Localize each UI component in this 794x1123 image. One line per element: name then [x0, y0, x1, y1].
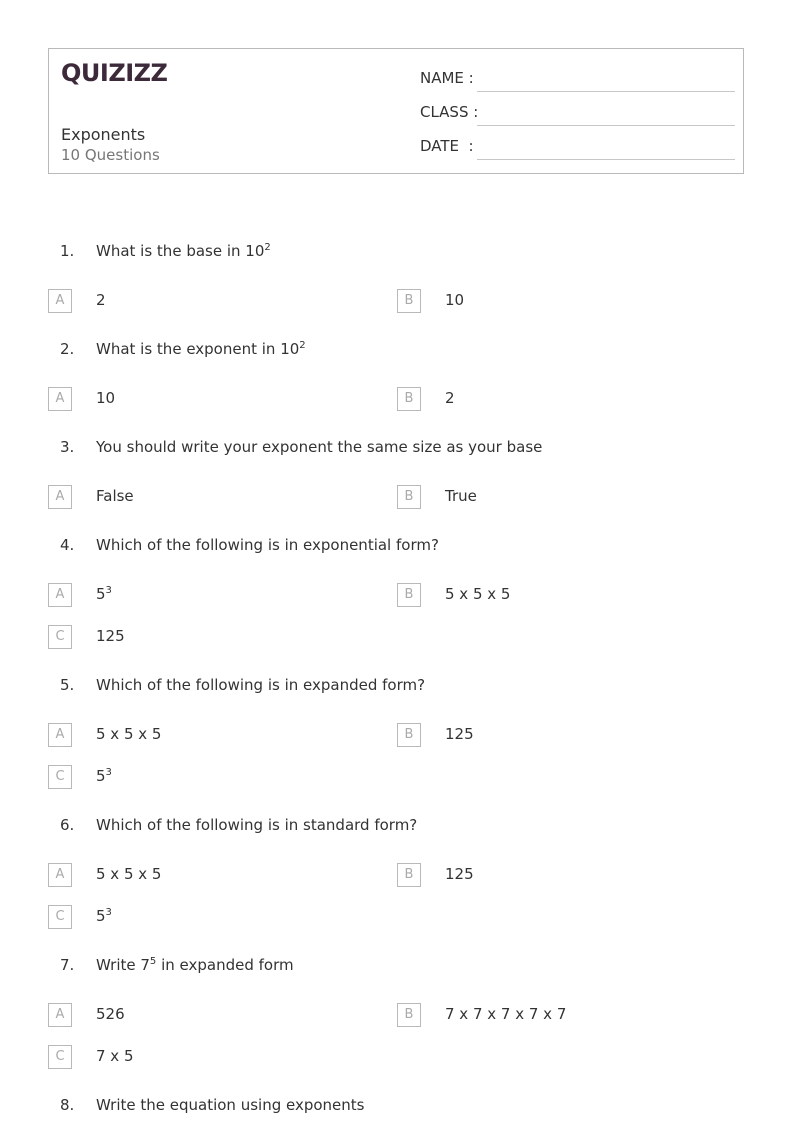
name-label: NAME : — [420, 69, 474, 87]
option-letter: C — [48, 1045, 72, 1069]
option-text: False — [96, 487, 134, 505]
option-letter: C — [48, 905, 72, 929]
option-text: True — [445, 487, 477, 505]
option-letter: B — [397, 863, 421, 887]
option-text: $5^3$ — [96, 767, 112, 785]
option-letter: B — [397, 583, 421, 607]
question-text: What is the exponent in $10^2$ — [96, 340, 306, 358]
question-number: 4. — [60, 536, 75, 554]
option-letter: B — [397, 289, 421, 313]
option-letter: B — [397, 1003, 421, 1027]
option-letter: B — [397, 485, 421, 509]
question-text: You should write your exponent the same size as your base — [96, 438, 543, 456]
question-text: Which of the following is in exponential form? — [96, 536, 439, 554]
option-text: 7 x 7 x 7 x 7 x 7 — [445, 1005, 567, 1023]
option-text: $5^3$ — [96, 585, 112, 603]
question-text: Write the equation using exponents — [96, 1096, 365, 1114]
option-text: 10 — [96, 389, 116, 407]
option-letter: B — [397, 723, 421, 747]
option-text: 125 — [445, 725, 474, 743]
option-text: 7 x 5 — [96, 1047, 134, 1065]
date-line — [477, 159, 735, 160]
question-number: 2. — [60, 340, 75, 358]
option-letter: B — [397, 387, 421, 411]
quizizz-logo: QUIZIZZ — [61, 59, 168, 87]
option-text: 125 — [445, 865, 474, 883]
option-letter: C — [48, 625, 72, 649]
class-field[interactable] — [420, 103, 735, 127]
date-label: DATE : — [420, 137, 474, 155]
worksheet-header — [48, 48, 744, 174]
option-text: $5^3$ — [96, 907, 112, 925]
question-text: Which of the following is in expanded form? — [96, 676, 426, 694]
date-field[interactable] — [420, 137, 735, 161]
option-text: 5 x 5 x 5 — [445, 585, 511, 603]
option-letter: A — [48, 485, 72, 509]
question-count: 10 Questions — [61, 146, 160, 164]
question-number: 1. — [60, 242, 75, 260]
option-text: 5 x 5 x 5 — [96, 725, 162, 743]
question-number: 7. — [60, 956, 75, 974]
option-letter: A — [48, 1003, 72, 1027]
question-number: 5. — [60, 676, 75, 694]
option-letter: C — [48, 765, 72, 789]
class-label: CLASS : — [420, 103, 479, 121]
question-number: 6. — [60, 816, 75, 834]
option-text: 2 — [445, 389, 455, 407]
question-text: Write $7^5$ in expanded form — [96, 956, 294, 974]
option-text: 10 — [445, 291, 465, 309]
option-text: 2 — [96, 291, 106, 309]
option-letter: A — [48, 387, 72, 411]
option-text: 125 — [96, 627, 125, 645]
option-letter: A — [48, 863, 72, 887]
option-letter: A — [48, 723, 72, 747]
option-text: 5 x 5 x 5 — [96, 865, 162, 883]
option-letter: A — [48, 289, 72, 313]
option-letter: A — [48, 583, 72, 607]
question-text: Which of the following is in standard form? — [96, 816, 418, 834]
worksheet-title: Exponents — [61, 125, 146, 144]
name-field[interactable] — [420, 69, 735, 93]
question-number: 8. — [60, 1096, 75, 1114]
question-text: What is the base in $10^2$ — [96, 242, 271, 260]
name-line — [477, 91, 735, 92]
question-number: 3. — [60, 438, 75, 456]
class-line — [477, 125, 735, 126]
option-text: 526 — [96, 1005, 125, 1023]
